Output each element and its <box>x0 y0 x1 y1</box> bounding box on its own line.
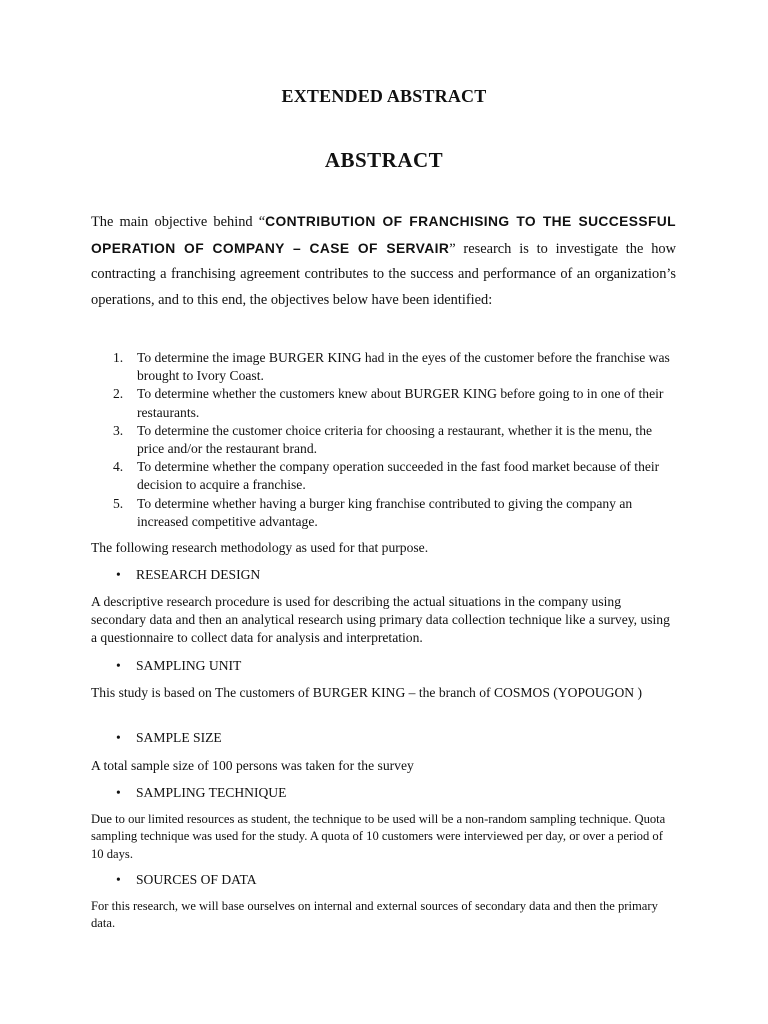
extended-abstract-title: EXTENDED ABSTRACT <box>281 86 487 106</box>
objective-number: 4. <box>113 459 124 475</box>
objective-number: 3. <box>113 422 124 438</box>
section-heading-research-design <box>116 566 260 584</box>
section-heading-sample-size <box>116 729 222 747</box>
bullet-icon: • <box>116 785 121 800</box>
bullet-icon: • <box>116 730 121 745</box>
section-heading-text: RESEARCH DESIGN <box>136 567 261 582</box>
objectives-list <box>91 349 676 531</box>
objective-number: 1. <box>113 350 124 365</box>
objective-text: To determine whether the company operation succeeded in the fast food market because of their decision to acquire a franchise. <box>137 459 660 493</box>
section-heading-text: SAMPLE SIZE <box>136 730 222 745</box>
section-body-sampling-technique: Due to our limited resources as student, the technique to be used will be a non-random sampling technique. Quota sampling technique was used for the study. A quota of 10 customers were interviewed per day, or over a period of 10 days. <box>91 812 666 861</box>
objective-item <box>91 458 676 494</box>
section-body-sampling-unit: This study is based on The customers of BURGER KING – the branch of COSMOS (YOPOUGON ) <box>91 685 643 700</box>
section-body-sources-of-data: For this research, we will base ourselves on internal and external sources of secondary data and then the primary data. <box>91 899 658 931</box>
objective-item <box>91 349 676 385</box>
section-heading-text: SAMPLING UNIT <box>136 658 242 673</box>
objective-text: To determine the customer choice criteria for choosing a restaurant, whether it is the menu, the price and/or the restaurant brand. <box>137 422 653 457</box>
objective-number: 2. <box>113 386 124 402</box>
bullet-icon: • <box>116 658 121 673</box>
objective-text: To determine the image BURGER KING had in the eyes of the customer before the franchise was brought to Ivory Coast. <box>137 350 670 384</box>
section-heading-sampling-unit <box>116 657 241 675</box>
intro-bold-title: CONTRIBUTION OF FRANCHISING TO THE SUCCESSFUL OPERATION OF COMPANY – CASE OF SERVAIR <box>91 214 676 256</box>
objective-item <box>91 495 676 531</box>
objective-item <box>91 385 676 421</box>
section-heading-text: SOURCES OF DATA <box>136 872 257 887</box>
intro-tail: ” research is to investigate the how contracting a franchising agreement contributes to the success and performance of an organization’s operations, and to this end, the objectives below have been identified: <box>91 240 677 308</box>
objective-text: To determine whether having a burger king franchise contributed to giving the company an increased competitive advantage. <box>137 495 633 529</box>
section-body-sample-size: A total sample size of 100 persons was taken for the survey <box>91 758 414 773</box>
intro-lead: The main objective behind “ <box>91 214 266 230</box>
intro-paragraph <box>91 209 676 313</box>
bullet-icon: • <box>116 567 121 582</box>
section-body-research-design: A descriptive research procedure is used for describing the actual situations in the company using secondary data and then an analytical research using primary data collection technique like a survey, using a questionnaire to collect data for analysis and interpretation. <box>91 594 670 646</box>
section-heading-sampling-technique <box>116 784 286 802</box>
objective-item <box>91 422 676 458</box>
objective-text: To determine whether the customers knew about BURGER KING before going to in one of their restaurants. <box>137 386 664 420</box>
bullet-icon: • <box>116 872 121 887</box>
abstract-title: ABSTRACT <box>324 148 444 172</box>
objective-number: 5. <box>113 495 124 511</box>
section-heading-text: SAMPLING TECHNIQUE <box>136 785 287 800</box>
section-heading-sources-of-data <box>116 871 257 889</box>
methodology-intro: The following research methodology as used for that purpose. <box>91 540 429 555</box>
